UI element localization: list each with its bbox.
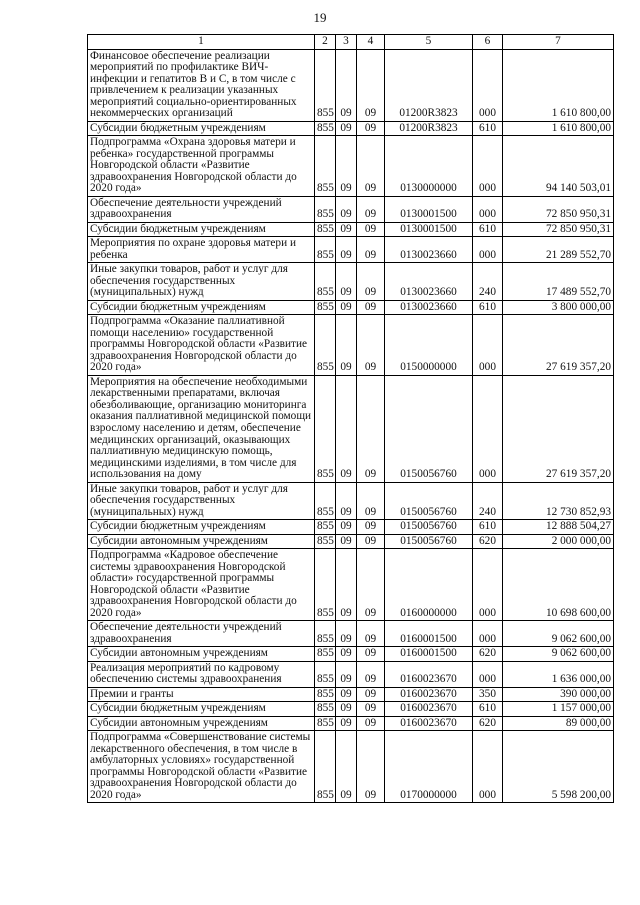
row-subsection-code-cell: 09 [357, 300, 385, 315]
table-row [88, 375, 614, 482]
row-ministry-code-cell: 855 [315, 534, 336, 549]
row-section-code-cell: 09 [336, 702, 357, 717]
row-amount-cell: 9 062 600,00 [503, 647, 614, 662]
row-name-cell: Мероприятия на обеспечение необходимыми лекарственными препаратами, включая обезболивающие, организацию мониторинга оказания паллиативной медицинской помощи взрослому населению и детям, обеспечение медицинских организаций, оказывающих паллиативную медицинскую помощь, медицинскими изделиями, в том числе для использования на дому [88, 375, 315, 482]
row-subsection-code-cell: 09 [357, 136, 385, 197]
row-expense-type-cell: 620 [473, 647, 503, 662]
table-row [88, 300, 614, 315]
row-target-article-cell: 0160023670 [385, 687, 473, 702]
row-target-article-cell: 0150056760 [385, 520, 473, 535]
row-section-code-cell: 09 [336, 716, 357, 731]
row-section-code-cell: 09 [336, 647, 357, 662]
row-ministry-code-cell: 855 [315, 687, 336, 702]
table-row [88, 520, 614, 535]
table-row [88, 534, 614, 549]
row-amount-cell: 2 000 000,00 [503, 534, 614, 549]
row-amount-cell: 17 489 552,70 [503, 263, 614, 301]
table-row [88, 647, 614, 662]
row-ministry-code-cell: 855 [315, 482, 336, 520]
row-ministry-code-cell: 855 [315, 375, 336, 482]
row-name-cell: Субсидии бюджетным учреждениям [88, 121, 315, 136]
row-section-code-cell: 09 [336, 661, 357, 687]
row-expense-type-cell: 620 [473, 534, 503, 549]
row-subsection-code-cell: 09 [357, 661, 385, 687]
row-amount-cell: 9 062 600,00 [503, 621, 614, 647]
row-name-cell: Реализация мероприятий по кадровому обеспечению системы здравоохранения [88, 661, 315, 687]
row-subsection-code-cell: 09 [357, 222, 385, 237]
header-col-6: 6 [473, 35, 503, 50]
row-expense-type-cell: 000 [473, 49, 503, 121]
row-target-article-cell: 0160000000 [385, 549, 473, 621]
row-ministry-code-cell: 855 [315, 222, 336, 237]
row-section-code-cell: 09 [336, 315, 357, 376]
row-target-article-cell: 0150056760 [385, 482, 473, 520]
row-target-article-cell: 0150056760 [385, 375, 473, 482]
table-row [88, 702, 614, 717]
row-ministry-code-cell: 855 [315, 263, 336, 301]
row-subsection-code-cell: 09 [357, 263, 385, 301]
row-subsection-code-cell: 09 [357, 482, 385, 520]
row-expense-type-cell: 000 [473, 621, 503, 647]
row-ministry-code-cell: 855 [315, 315, 336, 376]
table-row [88, 237, 614, 263]
row-name-cell: Подпрограмма «Охрана здоровья матери и ребенка» государственной программы Новгородской области «Развитие здравоохранения Новгородской области до 2020 года» [88, 136, 315, 197]
row-expense-type-cell: 350 [473, 687, 503, 702]
row-ministry-code-cell: 855 [315, 621, 336, 647]
row-amount-cell: 10 698 600,00 [503, 549, 614, 621]
row-ministry-code-cell: 855 [315, 196, 336, 222]
row-section-code-cell: 09 [336, 482, 357, 520]
row-amount-cell: 390 000,00 [503, 687, 614, 702]
budget-table [87, 34, 614, 803]
row-target-article-cell: 0160023670 [385, 661, 473, 687]
row-amount-cell: 1 636 000,00 [503, 661, 614, 687]
row-section-code-cell: 09 [336, 520, 357, 535]
header-col-4: 4 [357, 35, 385, 50]
row-ministry-code-cell: 855 [315, 549, 336, 621]
row-subsection-code-cell: 09 [357, 716, 385, 731]
row-target-article-cell: 0130023660 [385, 237, 473, 263]
row-ministry-code-cell: 855 [315, 121, 336, 136]
header-col-3: 3 [336, 35, 357, 50]
row-target-article-cell: 0150000000 [385, 315, 473, 376]
row-expense-type-cell: 000 [473, 196, 503, 222]
row-amount-cell: 27 619 357,20 [503, 315, 614, 376]
row-section-code-cell: 09 [336, 375, 357, 482]
table-row [88, 549, 614, 621]
row-section-code-cell: 09 [336, 222, 357, 237]
row-ministry-code-cell: 855 [315, 661, 336, 687]
table-row [88, 687, 614, 702]
row-name-cell: Субсидии автономным учреждениям [88, 716, 315, 731]
row-amount-cell: 1 610 800,00 [503, 121, 614, 136]
row-subsection-code-cell: 09 [357, 647, 385, 662]
row-section-code-cell: 09 [336, 731, 357, 803]
row-name-cell: Субсидии бюджетным учреждениям [88, 520, 315, 535]
row-subsection-code-cell: 09 [357, 237, 385, 263]
row-expense-type-cell: 000 [473, 375, 503, 482]
table-row [88, 661, 614, 687]
row-amount-cell: 12 730 852,93 [503, 482, 614, 520]
row-amount-cell: 5 598 200,00 [503, 731, 614, 803]
row-amount-cell: 72 850 950,31 [503, 196, 614, 222]
row-name-cell: Иные закупки товаров, работ и услуг для обеспечения государственных (муниципальных) нужд [88, 263, 315, 301]
row-section-code-cell: 09 [336, 49, 357, 121]
row-amount-cell: 3 800 000,00 [503, 300, 614, 315]
table-row [88, 136, 614, 197]
table-header-row [88, 35, 614, 50]
table-row [88, 315, 614, 376]
row-subsection-code-cell: 09 [357, 549, 385, 621]
row-ministry-code-cell: 855 [315, 647, 336, 662]
row-amount-cell: 1 610 800,00 [503, 49, 614, 121]
row-section-code-cell: 09 [336, 263, 357, 301]
table-row [88, 621, 614, 647]
row-name-cell: Иные закупки товаров, работ и услуг для обеспечения государственных (муниципальных) нужд [88, 482, 315, 520]
table-row [88, 222, 614, 237]
row-amount-cell: 27 619 357,20 [503, 375, 614, 482]
row-target-article-cell: 0160001500 [385, 647, 473, 662]
row-expense-type-cell: 610 [473, 520, 503, 535]
table-row [88, 121, 614, 136]
row-subsection-code-cell: 09 [357, 520, 385, 535]
row-ministry-code-cell: 855 [315, 702, 336, 717]
row-name-cell: Подпрограмма «Кадровое обеспечение системы здравоохранения Новгородской области» государственной программы Новгородской области «Развитие здравоохранения Новгородской области до 2020 года» [88, 549, 315, 621]
row-ministry-code-cell: 855 [315, 716, 336, 731]
row-subsection-code-cell: 09 [357, 534, 385, 549]
row-amount-cell: 89 000,00 [503, 716, 614, 731]
row-name-cell: Субсидии бюджетным учреждениям [88, 300, 315, 315]
row-subsection-code-cell: 09 [357, 731, 385, 803]
row-subsection-code-cell: 09 [357, 621, 385, 647]
row-expense-type-cell: 610 [473, 121, 503, 136]
row-target-article-cell: 0160001500 [385, 621, 473, 647]
row-ministry-code-cell: 855 [315, 300, 336, 315]
row-target-article-cell: 0160023670 [385, 716, 473, 731]
row-target-article-cell: 0170000000 [385, 731, 473, 803]
table-row [88, 482, 614, 520]
row-name-cell: Обеспечение деятельности учреждений здравоохранения [88, 621, 315, 647]
row-expense-type-cell: 000 [473, 136, 503, 197]
row-amount-cell: 12 888 504,27 [503, 520, 614, 535]
row-name-cell: Субсидии автономным учреждениям [88, 647, 315, 662]
row-expense-type-cell: 620 [473, 716, 503, 731]
row-expense-type-cell: 000 [473, 731, 503, 803]
row-subsection-code-cell: 09 [357, 121, 385, 136]
row-target-article-cell: 0160023670 [385, 702, 473, 717]
row-amount-cell: 94 140 503,01 [503, 136, 614, 197]
row-subsection-code-cell: 09 [357, 49, 385, 121]
header-col-2: 2 [315, 35, 336, 50]
row-expense-type-cell: 610 [473, 300, 503, 315]
header-col-7: 7 [503, 35, 614, 50]
row-section-code-cell: 09 [336, 196, 357, 222]
row-name-cell: Обеспечение деятельности учреждений здравоохранения [88, 196, 315, 222]
row-expense-type-cell: 610 [473, 702, 503, 717]
row-amount-cell: 1 157 000,00 [503, 702, 614, 717]
table-row [88, 731, 614, 803]
row-subsection-code-cell: 09 [357, 315, 385, 376]
row-expense-type-cell: 000 [473, 315, 503, 376]
row-subsection-code-cell: 09 [357, 196, 385, 222]
row-section-code-cell: 09 [336, 534, 357, 549]
row-ministry-code-cell: 855 [315, 520, 336, 535]
row-ministry-code-cell: 855 [315, 237, 336, 263]
table-row [88, 716, 614, 731]
row-expense-type-cell: 240 [473, 482, 503, 520]
row-target-article-cell: 0150056760 [385, 534, 473, 549]
row-ministry-code-cell: 855 [315, 731, 336, 803]
row-name-cell: Субсидии бюджетным учреждениям [88, 702, 315, 717]
row-name-cell: Мероприятия по охране здоровья матери и ребенка [88, 237, 315, 263]
row-subsection-code-cell: 09 [357, 687, 385, 702]
row-subsection-code-cell: 09 [357, 702, 385, 717]
row-expense-type-cell: 240 [473, 263, 503, 301]
table-row [88, 263, 614, 301]
row-ministry-code-cell: 855 [315, 136, 336, 197]
header-col-1: 1 [88, 35, 315, 50]
row-target-article-cell: 01200R3823 [385, 49, 473, 121]
row-amount-cell: 21 289 552,70 [503, 237, 614, 263]
row-name-cell: Подпрограмма «Оказание паллиативной помощи населению» государственной программы Новгородской области «Развитие здравоохранения Новгородской области до 2020 года» [88, 315, 315, 376]
row-name-cell: Премии и гранты [88, 687, 315, 702]
row-expense-type-cell: 610 [473, 222, 503, 237]
page-number: 19 [313, 10, 327, 25]
row-ministry-code-cell: 855 [315, 49, 336, 121]
row-target-article-cell: 0130001500 [385, 196, 473, 222]
row-expense-type-cell: 000 [473, 661, 503, 687]
row-expense-type-cell: 000 [473, 237, 503, 263]
row-name-cell: Субсидии бюджетным учреждениям [88, 222, 315, 237]
row-target-article-cell: 0130000000 [385, 136, 473, 197]
row-target-article-cell: 0130023660 [385, 263, 473, 301]
row-expense-type-cell: 000 [473, 549, 503, 621]
row-section-code-cell: 09 [336, 121, 357, 136]
table-row [88, 49, 614, 121]
row-name-cell: Подпрограмма «Совершенствование системы лекарственного обеспечения, в том числе в амбулаторных условиях» государственной программы Новгородской области «Развитие здравоохранения Новгородской области до 2020 года» [88, 731, 315, 803]
row-target-article-cell: 01200R3823 [385, 121, 473, 136]
row-section-code-cell: 09 [336, 687, 357, 702]
header-col-5: 5 [385, 35, 473, 50]
row-section-code-cell: 09 [336, 136, 357, 197]
table-row [88, 196, 614, 222]
row-target-article-cell: 0130001500 [385, 222, 473, 237]
row-section-code-cell: 09 [336, 300, 357, 315]
row-subsection-code-cell: 09 [357, 375, 385, 482]
row-amount-cell: 72 850 950,31 [503, 222, 614, 237]
row-section-code-cell: 09 [336, 621, 357, 647]
row-target-article-cell: 0130023660 [385, 300, 473, 315]
row-section-code-cell: 09 [336, 237, 357, 263]
row-name-cell: Субсидии автономным учреждениям [88, 534, 315, 549]
row-section-code-cell: 09 [336, 549, 357, 621]
row-name-cell: Финансовое обеспечение реализации мероприятий по профилактике ВИЧ-инфекции и гепатитов В и С, в том числе с привлечением к реализации указанных мероприятий социально-ориентированных некоммерческих организаций [88, 49, 315, 121]
